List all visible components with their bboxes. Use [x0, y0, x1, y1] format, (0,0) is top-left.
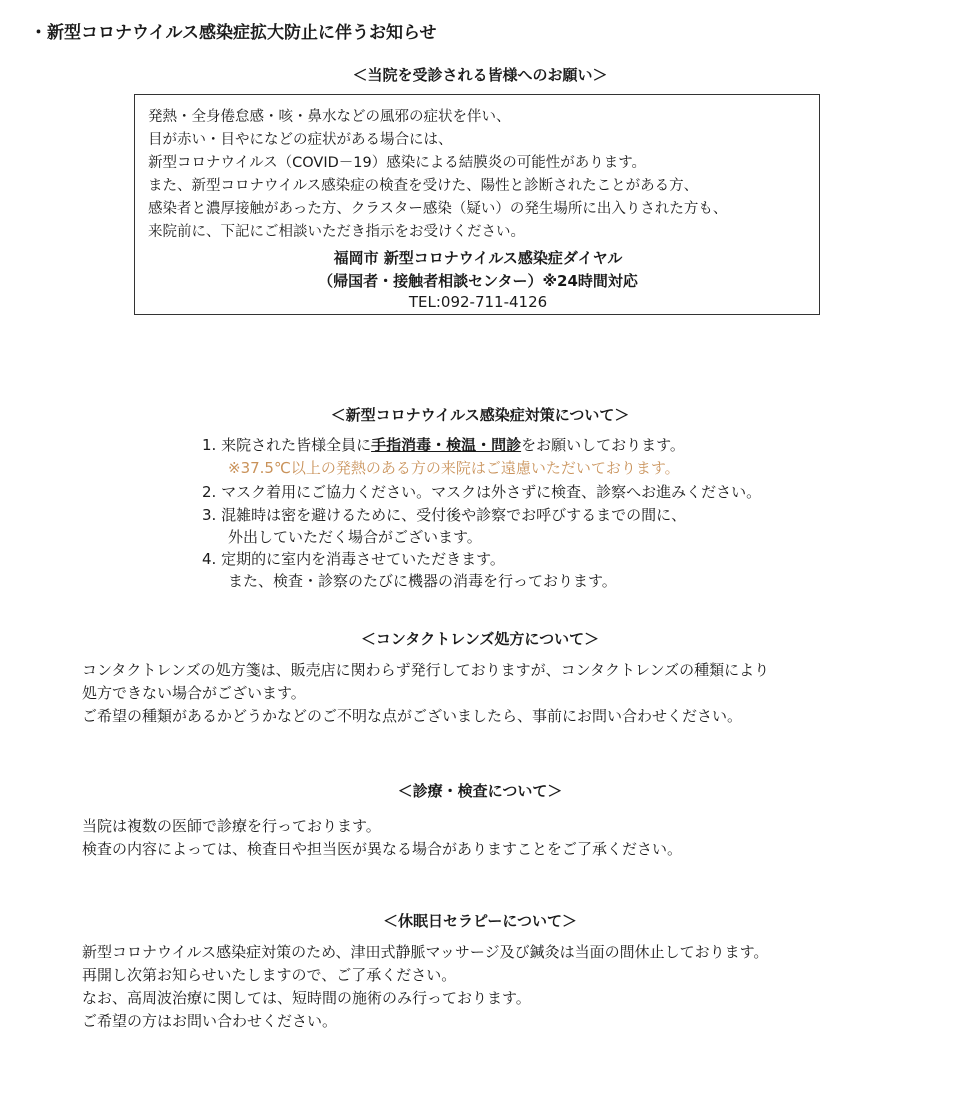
notice-line: また、新型コロナウイルス感染症の検査を受けた、陽性と診断されたことがある方、: [148, 178, 699, 194]
measures-item-1-prefix: 1. 来院された皆様全員に: [202, 436, 372, 454]
measures-item-1-note: ※37.5℃以上の発熱のある方の来院はご遠慮いただいております。: [228, 459, 680, 477]
contact-phone: TEL:092-711-4126: [408, 293, 548, 311]
measures-item-4: 4. 定期的に室内を消毒させていただきます。: [202, 550, 505, 568]
notice-line: 目が赤い・目やになどの症状がある場合には、: [148, 132, 453, 148]
holiday-line: なお、高周波治療に関しては、短時間の施術のみ行っております。: [82, 989, 531, 1007]
measures-item-1-emphasis: 手指消毒・検温・問診: [371, 436, 522, 454]
measures-item-4-continued: また、検査・診察のたびに機器の消毒を行っております。: [228, 572, 617, 590]
holiday-line: 新型コロナウイルス感染症対策のため、津田式静脈マッサージ及び鍼灸は当面の間休止しております。: [82, 943, 769, 961]
holiday-line: ご希望の方はお問い合わせください。: [82, 1012, 338, 1030]
contacts-heading: ＜コンタクトレンズ処方について＞: [360, 630, 600, 648]
notice-line: 来院前に、下記にご相談いただき指示をお受けください。: [148, 224, 525, 240]
holiday-heading: ＜休眠日セラピーについて＞: [382, 912, 578, 930]
measures-item-1: [202, 434, 685, 456]
notice-line: 発熱・全身倦怠感・咳・鼻水などの風邪の症状を伴い、: [148, 109, 511, 125]
exam-line: 当院は複数の医師で診療を行っております。: [82, 817, 381, 835]
measures-item-3: 3. 混雑時は密を避けるために、受付後や診察でお呼びするまでの間に、: [202, 506, 687, 524]
measures-item-1-suffix: をお願いしております。: [521, 436, 685, 454]
page-title: ・新型コロナウイルス感染症拡大防止に伴うお知らせ: [30, 23, 437, 43]
contacts-line: 処方できない場合がございます。: [82, 684, 306, 702]
contact-subtitle: （帰国者・接触者相談センター）※24時間対応: [318, 272, 638, 290]
contacts-line: コンタクトレンズの処方箋は、販売店に関わらず発行しておりますが、コンタクトレンズの種類により: [82, 661, 770, 679]
measures-heading: ＜新型コロナウイルス感染症対策について＞: [330, 406, 630, 424]
notice-line: 感染者と濃厚接触があった方、クラスター感染（疑い）の発生場所に出入りされた方も、: [148, 201, 728, 217]
measures-item-3-continued: 外出していただく場合がございます。: [228, 528, 482, 546]
notice-line: 新型コロナウイルス（COVID－19）感染による結膜炎の可能性があります。: [148, 155, 647, 171]
measures-item-2: 2. マスク着用にご協力ください。マスクは外さずに検査、診察へお進みください。: [202, 483, 762, 501]
notice-box: [134, 94, 820, 315]
holiday-line: 再開し次第お知らせいたしますので、ご了承ください。: [82, 966, 457, 984]
contacts-line: ご希望の種類があるかどうかなどのご不明な点がございましたら、事前にお問い合わせください。: [82, 707, 743, 725]
exam-heading: ＜診療・検査について＞: [397, 782, 563, 800]
exam-line: 検査の内容によっては、検査日や担当医が異なる場合がありますことをご了承ください。: [82, 840, 683, 858]
contact-name: 福岡市 新型コロナウイルス感染症ダイヤル: [333, 249, 623, 267]
request-heading: ＜当院を受診される皆様へのお願い＞: [352, 66, 608, 84]
